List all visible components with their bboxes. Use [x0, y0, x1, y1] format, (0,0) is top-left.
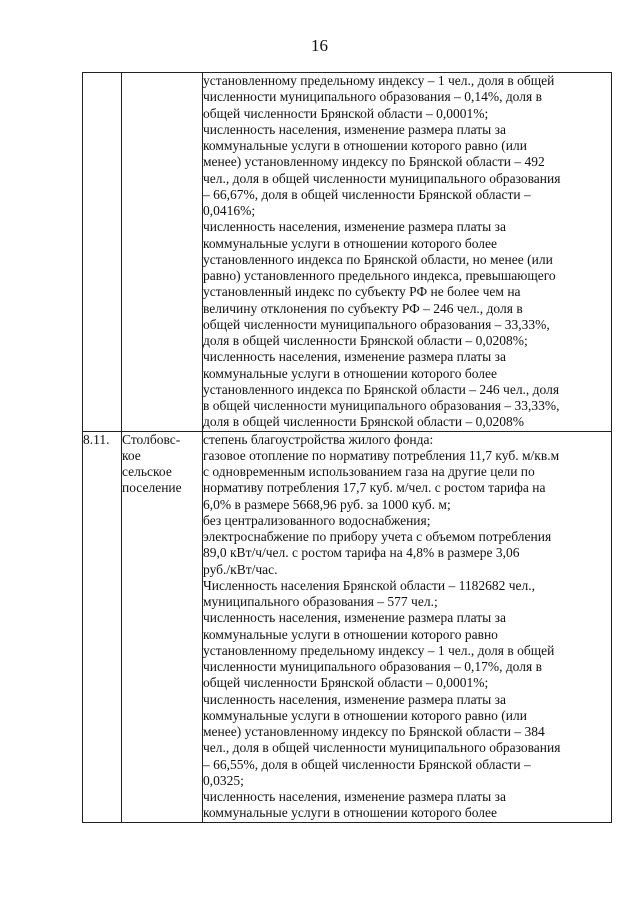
description-line: нормативу потребления 17,7 куб. м/чел. с ростом тарифа на: [203, 480, 546, 496]
description-line: установленного индекса по Брянской области – 246 чел., доля: [203, 381, 560, 397]
description-line: численности муниципального образования – 0,14%, доля в: [203, 89, 542, 105]
description-line: чел., доля в общей численности муниципального образования: [203, 740, 561, 756]
description-line: чел., доля в общей численности муниципального образования: [203, 170, 561, 186]
municipality-name-cell: [122, 73, 203, 432]
row-number-cell: [83, 431, 122, 822]
description-line: общей численности Брянской области – 0,0001%;: [203, 675, 489, 691]
municipality-name-line: кое: [122, 447, 141, 463]
municipality-name-line: Столбовс-: [122, 431, 181, 447]
description-line: численности муниципального образования – 0,17%, доля в: [203, 659, 542, 674]
description-line: руб./кВт/час.: [203, 561, 278, 577]
description-line: Численность населения Брянской области – 1182682 чел.,: [203, 577, 535, 593]
municipality-name-line: поселение: [122, 480, 182, 496]
page-number: 16: [311, 36, 328, 55]
description-line: численность населения, изменение размера платы за: [203, 610, 506, 626]
description-line: – 66,67%, доля в общей численности Брянской области –: [203, 186, 531, 202]
description-line: 6,0% в размере 5668,96 руб. за 1000 куб. м;: [203, 496, 451, 512]
description-line: газовое отопление по нормативу потребления 11,7 куб. м/кв.м: [203, 447, 560, 463]
description-line: установленный индекс по субъекту РФ не более чем на: [203, 284, 521, 300]
description-line: коммунальные услуги в отношении которого равно (или: [203, 138, 527, 153]
description-line: численность населения, изменение размера платы за: [203, 219, 506, 235]
description-line: установленному предельному индексу – 1 чел., доля в общей: [203, 73, 555, 88]
description-line: 0,0416%;: [203, 203, 256, 218]
description-line: с одновременным использованием газа на другие цели по: [203, 464, 535, 479]
description-line: доля в общей численности Брянской области – 0,0208%;: [203, 333, 528, 348]
municipality-name-cell: [122, 431, 203, 822]
description-line: в общей численности муниципального образования – 33,33%,: [203, 398, 560, 413]
description-line: коммунальные услуги в отношении которого более: [203, 365, 497, 381]
description-line: установленному предельному индексу – 1 чел., доля в общей: [203, 642, 555, 658]
document-table: [82, 72, 612, 823]
description-line: равно) установленного предельного индекса, превышающего: [203, 268, 556, 283]
description-line: величину отклонения по субъекту РФ – 246 чел., доля в: [203, 300, 523, 316]
description-line: муниципального образования – 577 чел.;: [203, 594, 438, 609]
description-line: коммунальные услуги в отношении которого равно: [203, 626, 498, 642]
table-row: [83, 73, 612, 432]
description-line: коммунальные услуги в отношении которого более: [203, 805, 497, 821]
description-line: общей численности Брянской области – 0,0001%;: [203, 105, 489, 121]
description-line: установленного индекса по Брянской области, но менее (или: [203, 251, 553, 267]
description-line: численность населения, изменение размера платы за: [203, 349, 506, 365]
municipality-name-line: сельское: [122, 463, 172, 479]
table-row: [83, 431, 612, 822]
description-line: степень благоустройства жилого фонда:: [203, 431, 434, 447]
description-line: численность населения, изменение размера платы за: [203, 789, 506, 804]
description-line: общей численности муниципального образования – 33,33%,: [203, 316, 550, 332]
document-table-body: [83, 73, 612, 823]
description-line: доля в общей численности Брянской области – 0,0208%: [203, 414, 525, 430]
row-number-cell: [83, 73, 122, 432]
description-line: – 66,55%, доля в общей численности Брянской области –: [203, 756, 531, 772]
description-line: коммунальные услуги в отношении которого более: [203, 235, 497, 251]
row-number: 8.11.: [83, 431, 110, 447]
description-line: менее) установленному индексу по Брянской области – 384: [203, 724, 545, 739]
description-line: электроснабжение по прибору учета с объемом потребления: [203, 529, 552, 544]
description-line: 0,0325;: [203, 772, 244, 788]
description-cell: [203, 431, 612, 822]
description-line: коммунальные услуги в отношении которого равно (или: [203, 707, 527, 723]
description-line: 89,0 кВт/ч/чел. с ростом тарифа на 4,8% в размере 3,06: [203, 545, 520, 561]
description-line: менее) установленному индексу по Брянской области – 492: [203, 154, 545, 170]
description-cell: [203, 73, 612, 432]
description-line: без централизованного водоснабжения;: [203, 512, 431, 528]
description-line: численность населения, изменение размера платы за: [203, 121, 506, 137]
description-line: численность населения, изменение размера платы за: [203, 691, 506, 707]
